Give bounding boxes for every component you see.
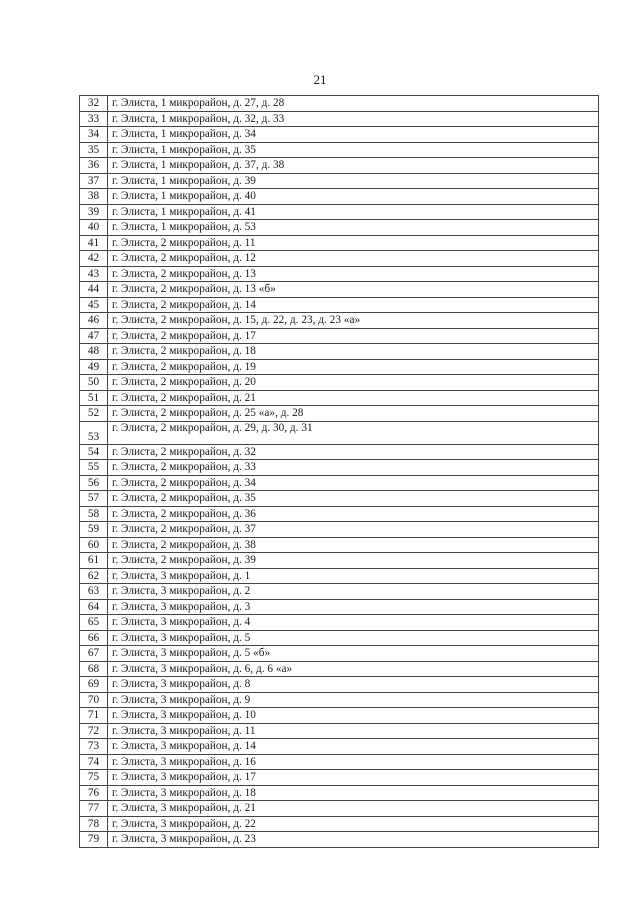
table-row — [80, 723, 599, 739]
row-address: г. Элиста, 1 микрорайон, д. 41 — [108, 204, 599, 220]
table-row — [80, 584, 599, 600]
row-number: 58 — [80, 506, 108, 522]
row-address: г. Элиста, 3 микрорайон, д. 10 — [108, 708, 599, 724]
row-address: г. Элиста, 2 микрорайон, д. 11 — [108, 235, 599, 251]
row-address: г. Элиста, 3 микрорайон, д. 23 — [108, 832, 599, 848]
row-number: 38 — [80, 189, 108, 205]
row-address: г. Элиста, 3 микрорайон, д. 11 — [108, 723, 599, 739]
table-row — [80, 158, 599, 174]
table-row — [80, 801, 599, 817]
row-address: г. Элиста, 2 микрорайон, д. 33 — [108, 460, 599, 476]
row-address: г. Элиста, 3 микрорайон, д. 14 — [108, 739, 599, 755]
row-number: 71 — [80, 708, 108, 724]
row-address: г. Элиста, 2 микрорайон, д. 25 «а», д. 28 — [108, 406, 599, 422]
address-table — [79, 95, 599, 848]
row-number: 64 — [80, 599, 108, 615]
table-row — [80, 406, 599, 422]
table-row — [80, 475, 599, 491]
row-address: г. Элиста, 1 микрорайон, д. 39 — [108, 173, 599, 189]
row-number: 63 — [80, 584, 108, 600]
row-number: 60 — [80, 537, 108, 553]
row-address: г. Элиста, 1 микрорайон, д. 35 — [108, 142, 599, 158]
row-number: 55 — [80, 460, 108, 476]
row-address: г. Элиста, 2 микрорайон, д. 13 — [108, 266, 599, 282]
row-number: 35 — [80, 142, 108, 158]
row-number: 79 — [80, 832, 108, 848]
row-address: г. Элиста, 3 микрорайон, д. 3 — [108, 599, 599, 615]
row-number: 78 — [80, 816, 108, 832]
row-number: 75 — [80, 770, 108, 786]
table-row — [80, 832, 599, 848]
row-number: 56 — [80, 475, 108, 491]
table-row — [80, 297, 599, 313]
row-number: 76 — [80, 785, 108, 801]
table-row — [80, 770, 599, 786]
row-address: г. Элиста, 1 микрорайон, д. 34 — [108, 127, 599, 143]
table-row — [80, 111, 599, 127]
row-address: г. Элиста, 2 микрорайон, д. 20 — [108, 375, 599, 391]
row-address: г. Элиста, 1 микрорайон, д. 37, д. 38 — [108, 158, 599, 174]
table-row — [80, 282, 599, 298]
row-number: 53 — [80, 421, 108, 444]
row-address: г. Элиста, 3 микрорайон, д. 2 — [108, 584, 599, 600]
row-address: г. Элиста, 3 микрорайон, д. 1 — [108, 568, 599, 584]
table-row — [80, 142, 599, 158]
row-address: г. Элиста, 3 микрорайон, д. 9 — [108, 692, 599, 708]
row-address: г. Элиста, 3 микрорайон, д. 5 — [108, 630, 599, 646]
table-row — [80, 661, 599, 677]
table-row — [80, 754, 599, 770]
table-row — [80, 599, 599, 615]
row-address: г. Элиста, 2 микрорайон, д. 36 — [108, 506, 599, 522]
table-row — [80, 173, 599, 189]
row-address: г. Элиста, 2 микрорайон, д. 18 — [108, 344, 599, 360]
row-address: г. Элиста, 1 микрорайон, д. 32, д. 33 — [108, 111, 599, 127]
row-number: 57 — [80, 491, 108, 507]
row-address: г. Элиста, 2 микрорайон, д. 14 — [108, 297, 599, 313]
row-address: г. Элиста, 2 микрорайон, д. 35 — [108, 491, 599, 507]
table-row — [80, 359, 599, 375]
table-row — [80, 328, 599, 344]
table-row — [80, 313, 599, 329]
table-row — [80, 553, 599, 569]
row-number: 40 — [80, 220, 108, 236]
row-address: г. Элиста, 3 микрорайон, д. 21 — [108, 801, 599, 817]
page-number: 21 — [313, 72, 327, 87]
row-address: г. Элиста, 3 микрорайон, д. 5 «б» — [108, 646, 599, 662]
row-number: 33 — [80, 111, 108, 127]
row-number: 49 — [80, 359, 108, 375]
row-address: г. Элиста, 2 микрорайон, д. 37 — [108, 522, 599, 538]
row-number: 43 — [80, 266, 108, 282]
table-row — [80, 421, 599, 444]
table-row — [80, 235, 599, 251]
row-address: г. Элиста, 3 микрорайон, д. 17 — [108, 770, 599, 786]
row-number: 32 — [80, 96, 108, 112]
table-row — [80, 615, 599, 631]
row-number: 77 — [80, 801, 108, 817]
row-number: 74 — [80, 754, 108, 770]
table-row — [80, 646, 599, 662]
address-table-body — [80, 96, 599, 848]
row-number: 73 — [80, 739, 108, 755]
table-row — [80, 785, 599, 801]
table-row — [80, 491, 599, 507]
row-address: г. Элиста, 2 микрорайон, д. 34 — [108, 475, 599, 491]
table-row — [80, 189, 599, 205]
row-number: 41 — [80, 235, 108, 251]
table-row — [80, 816, 599, 832]
row-number: 67 — [80, 646, 108, 662]
table-row — [80, 522, 599, 538]
row-number: 65 — [80, 615, 108, 631]
row-number: 62 — [80, 568, 108, 584]
table-row — [80, 630, 599, 646]
row-number: 36 — [80, 158, 108, 174]
table-row — [80, 506, 599, 522]
row-address: г. Элиста, 2 микрорайон, д. 21 — [108, 390, 599, 406]
table-row — [80, 390, 599, 406]
row-number: 42 — [80, 251, 108, 267]
row-address: г. Элиста, 2 микрорайон, д. 29, д. 30, д. 31 — [108, 421, 599, 444]
table-row — [80, 251, 599, 267]
row-number: 45 — [80, 297, 108, 313]
row-number: 70 — [80, 692, 108, 708]
row-number: 52 — [80, 406, 108, 422]
row-address: г. Элиста, 2 микрорайон, д. 15, д. 22, д. 23, д. 23 «а» — [108, 313, 599, 329]
row-address: г. Элиста, 2 микрорайон, д. 39 — [108, 553, 599, 569]
row-number: 46 — [80, 313, 108, 329]
row-address: г. Элиста, 3 микрорайон, д. 8 — [108, 677, 599, 693]
row-number: 72 — [80, 723, 108, 739]
table-row — [80, 204, 599, 220]
row-address: г. Элиста, 3 микрорайон, д. 22 — [108, 816, 599, 832]
row-number: 66 — [80, 630, 108, 646]
table-row — [80, 677, 599, 693]
row-number: 50 — [80, 375, 108, 391]
table-row — [80, 344, 599, 360]
row-address: г. Элиста, 2 микрорайон, д. 32 — [108, 444, 599, 460]
row-address: г. Элиста, 3 микрорайон, д. 16 — [108, 754, 599, 770]
row-address: г. Элиста, 2 микрорайон, д. 13 «б» — [108, 282, 599, 298]
row-address: г. Элиста, 3 микрорайон, д. 4 — [108, 615, 599, 631]
row-address: г. Элиста, 3 микрорайон, д. 18 — [108, 785, 599, 801]
row-address: г. Элиста, 2 микрорайон, д. 12 — [108, 251, 599, 267]
table-row — [80, 692, 599, 708]
row-number: 44 — [80, 282, 108, 298]
row-number: 69 — [80, 677, 108, 693]
table-row — [80, 127, 599, 143]
table-row — [80, 375, 599, 391]
row-number: 47 — [80, 328, 108, 344]
row-address: г. Элиста, 1 микрорайон, д. 53 — [108, 220, 599, 236]
table-row — [80, 708, 599, 724]
row-address: г. Элиста, 2 микрорайон, д. 19 — [108, 359, 599, 375]
table-row — [80, 537, 599, 553]
row-number: 51 — [80, 390, 108, 406]
table-row — [80, 266, 599, 282]
row-address: г. Элиста, 2 микрорайон, д. 38 — [108, 537, 599, 553]
table-row — [80, 220, 599, 236]
row-number: 37 — [80, 173, 108, 189]
row-number: 68 — [80, 661, 108, 677]
table-row — [80, 96, 599, 112]
row-number: 59 — [80, 522, 108, 538]
row-number: 61 — [80, 553, 108, 569]
row-address: г. Элиста, 2 микрорайон, д. 17 — [108, 328, 599, 344]
row-number: 54 — [80, 444, 108, 460]
row-address: г. Элиста, 1 микрорайон, д. 27, д. 28 — [108, 96, 599, 112]
row-number: 34 — [80, 127, 108, 143]
row-number: 48 — [80, 344, 108, 360]
row-address: г. Элиста, 3 микрорайон, д. 6, д. 6 «а» — [108, 661, 599, 677]
table-row — [80, 460, 599, 476]
row-address: г. Элиста, 1 микрорайон, д. 40 — [108, 189, 599, 205]
table-row — [80, 444, 599, 460]
table-row — [80, 568, 599, 584]
row-number: 39 — [80, 204, 108, 220]
table-row — [80, 739, 599, 755]
